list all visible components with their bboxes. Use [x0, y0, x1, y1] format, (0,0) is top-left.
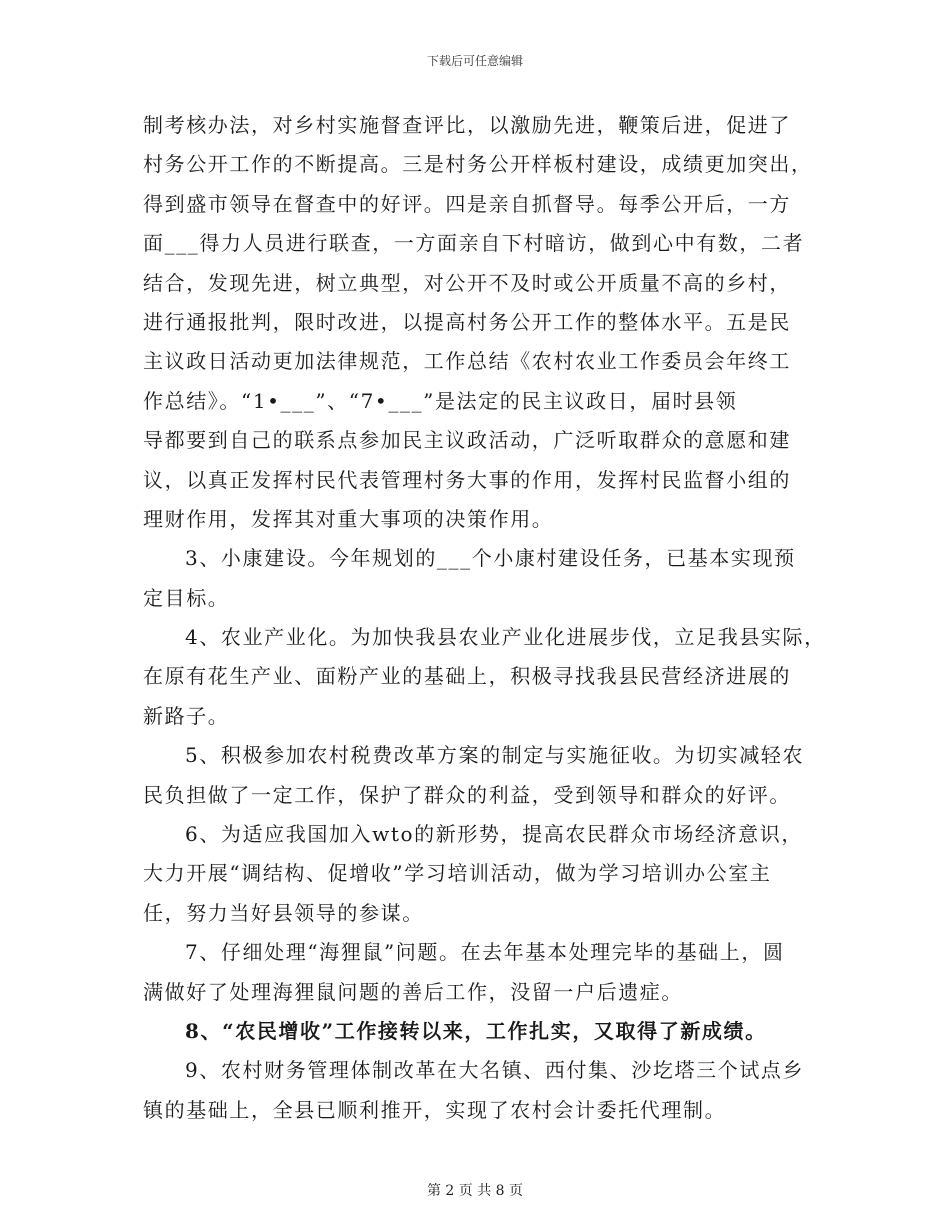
text-line: 9、农村财务管理体制改革在大名镇、西付集、沙圪塔三个试点乡 — [185, 1058, 805, 1083]
text-line: 4、农业产业化。为加快我县农业产业化进展步伐，立足我县实际， — [185, 625, 826, 650]
text-line: 6、为适应我国加入wto的新形势，提高农民群众市场经济意识， — [185, 822, 803, 847]
text-line: 大力开展“调结构、促增收”学习培训活动，做为学习培训办公室主 — [143, 861, 772, 886]
page-header: 下载后可任意编辑 — [426, 54, 523, 68]
text-line: 得到盛市领导在督查中的好评。四是亲自抓督导。每季公开后，一方 — [143, 191, 791, 216]
text-line: 作总结》。“1•___”、“7•___”是法定的民主议政日，届时县领 — [143, 388, 738, 413]
text-line: 任，努力当好县领导的参谋。 — [143, 900, 424, 925]
text-line: 5、积极参加农村税费改革方案的制定与实施征收。为切实减轻农 — [185, 743, 805, 768]
text-line: 8、“农民增收”工作接转以来，工作扎实，又取得了新成绩。 — [185, 1018, 767, 1043]
text-line: 满做好了处理海狸鼠问题的善后工作，没留一户后遗症。 — [143, 979, 683, 1004]
text-line: 制考核办法，对乡村实施督查评比，以激励先进，鞭策后进，促进了 — [143, 113, 791, 137]
text-line: 导都要到自己的联系点参加民主议政活动，广泛听取群众的意愿和建 — [143, 428, 791, 453]
text-line: 镇的基础上，全县已顺利推开，实现了农村会计委托代理制。 — [143, 1097, 727, 1122]
text-line: 面___得力人员进行联查，一方面亲自下村暗访，做到心中有数，二者 — [143, 231, 805, 256]
page-footer: 第 2 页 共 8 页 — [426, 1183, 524, 1199]
text-line: 7、仔细处理“海狸鼠”问题。在去年基本处理完毕的基础上，圆 — [185, 940, 785, 965]
text-line: 进行通报批判，限时改进，以提高村务公开工作的整体水平。五是民 — [143, 309, 791, 334]
text-line: 结合，发现先进，树立典型，对公开不及时或公开质量不高的乡村， — [143, 270, 791, 295]
text-line: 村务公开工作的不断提高。三是村务公开样板村建设，成绩更加突出， — [143, 152, 813, 177]
text-line: 定目标。 — [143, 585, 230, 610]
text-line: 在原有花生产业、面粉产业的基础上，积极寻找我县民营经济进展的 — [143, 664, 791, 689]
document-body — [143, 106, 826, 1130]
text-line: 理财作用，发挥其对重大事项的决策作用。 — [143, 506, 554, 531]
text-line: 议，以真正发挥村民代表管理村务大事的作用，发挥村民监督小组的 — [143, 467, 791, 492]
text-line: 3、小康建设。今年规划的___个小康村建设任务，已基本实现预 — [185, 546, 796, 571]
text-line: 主议政日活动更加法律规范，工作总结《农村农业工作委员会年终工 — [143, 349, 791, 374]
text-line: 新路子。 — [143, 703, 230, 728]
text-line: 民负担做了一定工作，保护了群众的利益，受到领导和群众的好评。 — [143, 782, 791, 807]
